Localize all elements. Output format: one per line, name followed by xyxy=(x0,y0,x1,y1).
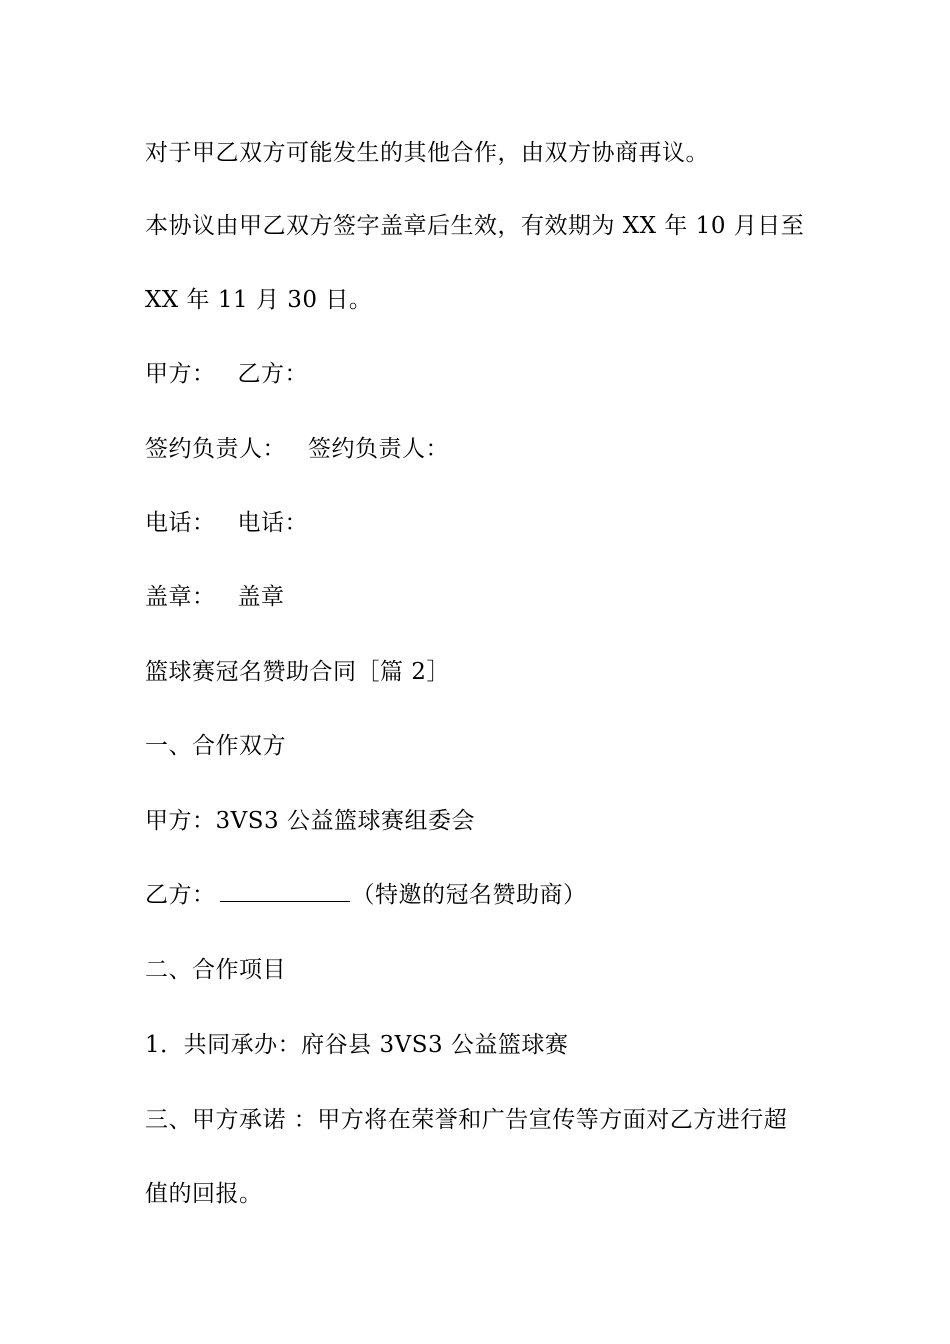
section-title: 篮球赛冠名赞助合同［篇 2］ xyxy=(145,659,450,685)
phone-row xyxy=(145,508,308,538)
seal-row xyxy=(145,582,285,612)
party-b-label: 乙方： xyxy=(237,361,308,387)
party-b-prefix: 乙方： xyxy=(145,882,216,908)
party-a-line: 甲方：3VS3 公益篮球赛组委会 xyxy=(145,808,475,834)
signer-row xyxy=(145,434,449,464)
seal-a-label: 盖章： xyxy=(145,584,216,610)
heading-cooperation-project: 二、合作项目 xyxy=(145,957,286,983)
party-b-line xyxy=(145,880,587,910)
seal-b-label: 盖章 xyxy=(237,584,285,610)
heading-party-a-commitment: 三、甲方承诺 ：甲方将在荣誉和广告宣传等方面对乙方进行超 xyxy=(145,1107,788,1133)
phone-b-label: 电话： xyxy=(237,510,308,536)
heading-cooperation-parties: 一、合作双方 xyxy=(145,733,286,759)
signature-party-row xyxy=(145,359,308,389)
paragraph-other-cooperation: 对于甲乙双方可能发生的其他合作，由双方协商再议。 xyxy=(145,140,709,166)
signer-a-label: 签约负责人： xyxy=(145,436,286,462)
commitment-continued: 值的回报。 xyxy=(145,1181,263,1207)
party-b-blank-field xyxy=(220,881,350,902)
party-b-suffix: （特邀的冠名赞助商） xyxy=(351,882,587,908)
phone-a-label: 电话： xyxy=(145,510,216,536)
signer-b-label: 签约负责人： xyxy=(308,436,449,462)
party-a-label: 甲方： xyxy=(145,361,216,387)
project-item-1: 1．共同承办：府谷县 3VS3 公益篮球赛 xyxy=(145,1032,569,1058)
paragraph-validity: 本协议由甲乙双方签字盖章后生效，有效期为 XX 年 10 月日至 xyxy=(145,213,805,239)
paragraph-validity-continued: XX 年 11 月 30 日。 xyxy=(145,287,373,313)
